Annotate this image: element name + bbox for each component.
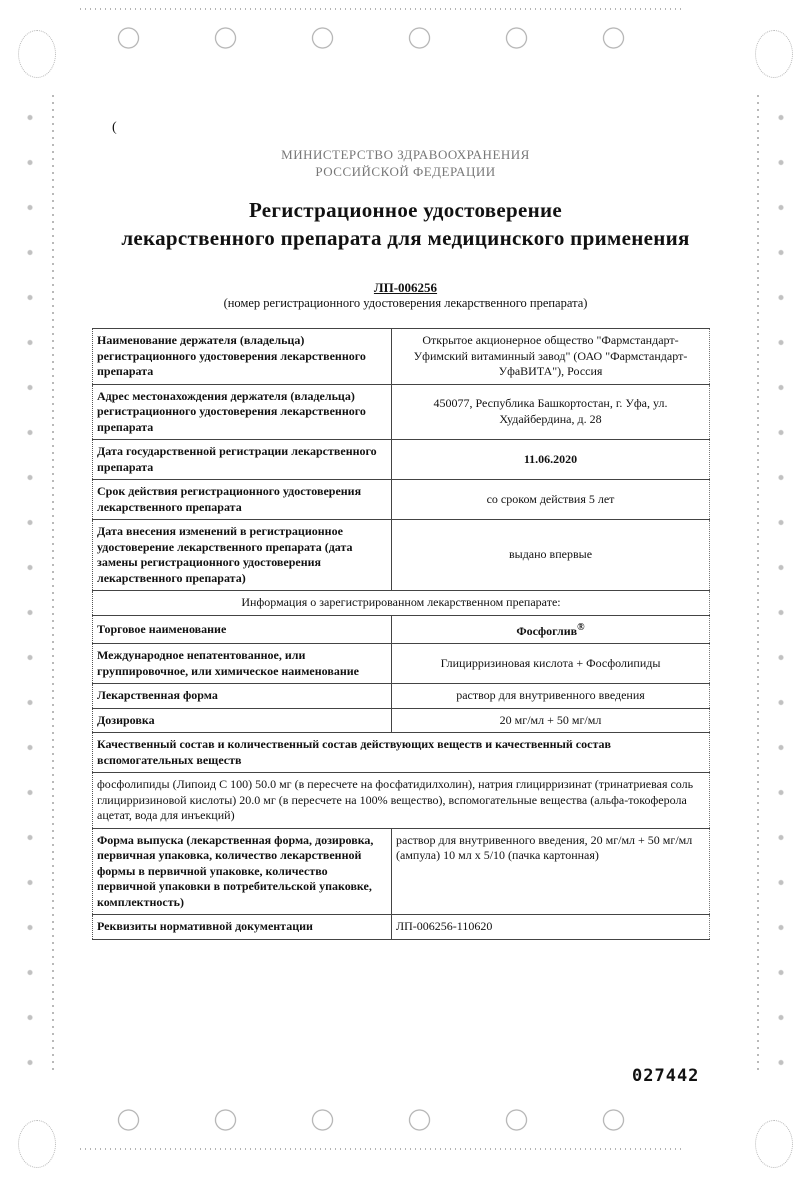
row-value: 20 мг/мл + 50 мг/мл — [392, 708, 710, 733]
ministry-line-2: РОССИЙСКОЙ ФЕДЕРАЦИИ — [315, 164, 496, 179]
composition-value: фосфолипиды (Липоид С 100) 50.0 мг (в пересчете на фосфатидилхолин), натрия глицирризинат (тринатриевая соль глицирризиновой кислоты) 20.0 мг (в пересчете на 100% вещество), вспомогательные вещества (альфа-токоферола ацетат, вода для инъекций) — [93, 773, 710, 829]
table-row-info-heading — [93, 591, 710, 616]
table-row-dosage-form — [93, 684, 710, 709]
row-value — [392, 615, 710, 644]
ministry-line-1: МИНИСТЕРСТВО ЗДРАВООХРАНЕНИЯ — [281, 147, 530, 162]
table-row-holder-name — [93, 329, 710, 385]
row-label: Срок действия регистрационного удостоверения лекарственного препарата — [93, 480, 392, 520]
row-value: раствор для внутривенного введения, 20 мг/мл + 50 мг/мл (ампула) 10 мл x 5/10 (пачка картонная) — [392, 828, 710, 915]
table-row-registration-date — [93, 440, 710, 480]
table-row-inn — [93, 644, 710, 684]
row-value: 450077, Республика Башкортостан, г. Уфа, ул. Худайбердина, д. 28 — [392, 384, 710, 440]
row-label: Международное непатентованное, или группировочное, или химическое наименование — [93, 644, 392, 684]
title-line-1: Регистрационное удостоверение — [248, 198, 563, 222]
decorative-border-top — [80, 8, 685, 58]
trade-name: Фосфоглив — [516, 623, 578, 638]
row-label: Торговое наименование — [93, 615, 392, 644]
registration-table — [92, 328, 710, 940]
decorative-border-bottom — [80, 1100, 685, 1150]
table-row-holder-address — [93, 384, 710, 440]
row-label: Адрес местонахождения держателя (владельца) регистрационного удостоверения лекарственного препарата — [93, 384, 392, 440]
row-label: Наименование держателя (владельца) регистрационного удостоверения лекарственного препарата — [93, 329, 392, 385]
serial-number: 027442 — [632, 1066, 700, 1086]
table-row-composition-label — [93, 733, 710, 773]
corner-ornament-icon — [755, 30, 793, 78]
row-value: 11.06.2020 — [392, 440, 710, 480]
table-row-dosage — [93, 708, 710, 733]
table-row-validity — [93, 480, 710, 520]
row-value: Открытое акционерное общество "Фармстандарт-Уфимский витаминный завод" (ОАО "Фармстандарт-УфаВИТА"), Россия — [392, 329, 710, 385]
row-value: раствор для внутривенного введения — [392, 684, 710, 709]
table-row-changes-date — [93, 520, 710, 591]
registration-number-caption: (номер регистрационного удостоверения лекарственного препарата) — [223, 296, 588, 310]
row-value: ЛП-006256-110620 — [392, 915, 710, 940]
document-title — [0, 196, 811, 252]
row-label: Лекарственная форма — [93, 684, 392, 709]
table-row-normative-docs — [93, 915, 710, 940]
row-value: Глицирризиновая кислота + Фосфолипиды — [392, 644, 710, 684]
row-label: Дозировка — [93, 708, 392, 733]
row-value: выдано впервые — [392, 520, 710, 591]
row-value: со сроком действия 5 лет — [392, 480, 710, 520]
registered-mark-icon: ® — [577, 621, 585, 633]
margin-mark: ( — [112, 120, 117, 135]
corner-ornament-icon — [755, 1120, 793, 1168]
corner-ornament-icon — [18, 1120, 56, 1168]
title-line-2: лекарственного препарата для медицинского применения — [121, 226, 690, 250]
composition-label: Качественный состав и количественный состав действующих веществ и качественный состав вспомогательных веществ — [93, 733, 710, 773]
row-label: Реквизиты нормативной документации — [93, 915, 392, 940]
corner-ornament-icon — [18, 30, 56, 78]
registration-number: ЛП-006256 — [373, 280, 438, 295]
ministry-header — [0, 146, 811, 180]
row-label: Форма выпуска (лекарственная форма, дозировка, первичная упаковка, количество лекарственной формы в первичной упаковке, количество первичной упаковки в потребительской упаковке, комплектность) — [93, 828, 392, 915]
row-label: Дата внесения изменений в регистрационное удостоверение лекарственного препарата (дата замены регистрационного удостоверения лекарственного препарата) — [93, 520, 392, 591]
table-row-composition-value — [93, 773, 710, 829]
info-heading: Информация о зарегистрированном лекарственном препарате: — [93, 591, 710, 616]
table-row-release-form — [93, 828, 710, 915]
row-label: Дата государственной регистрации лекарственного препарата — [93, 440, 392, 480]
table-row-trade-name — [93, 615, 710, 644]
